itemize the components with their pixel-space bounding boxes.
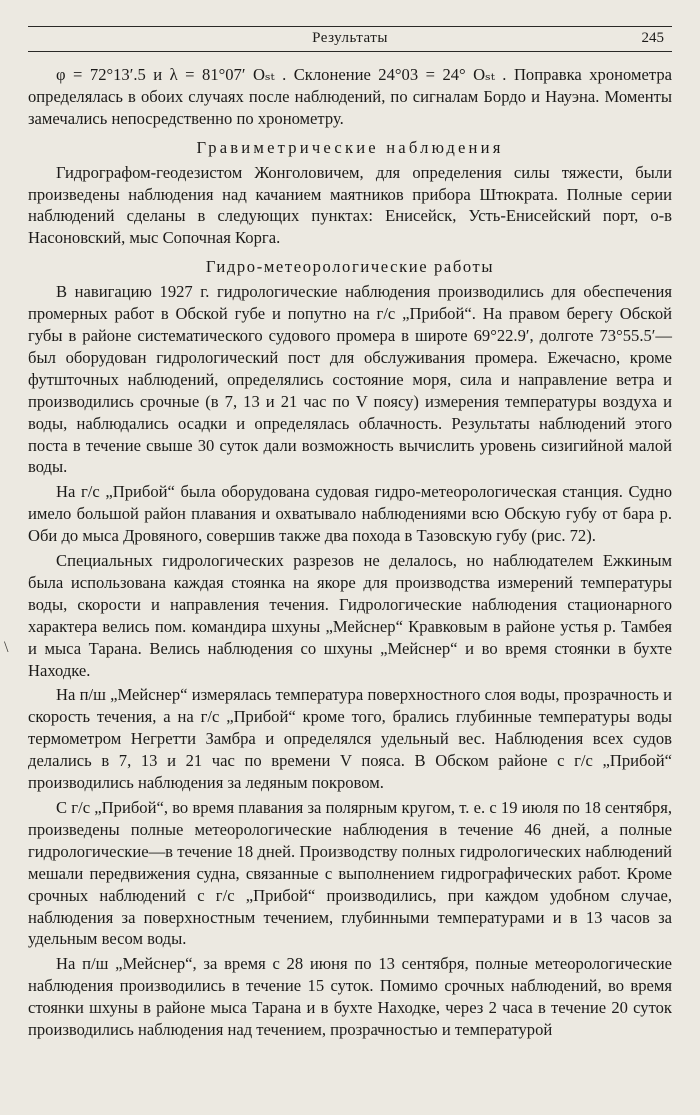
- book-page: [28, 0, 672, 1115]
- section-heading-hydrometeorological: Гидро-метеорологические работы: [205, 257, 495, 277]
- paragraph-special-sections: Специальных гидрологических разрезов не делалось, но наблюдателем Ежкиным была использована каждая стоянка на якоре для производства измерений температуры воды, скорости и направления течения. Гидрологические наблюдения стационарного характера велись пом. командира шхуны „Мейснер“ Кравковым в районе устья р. Тамбея и мыса Тарана. Велись наблюдения со шхуны „Мейснер“ и во время стоянки в бухте Находке.: [28, 551, 672, 680]
- paragraph-coordinates: φ = 72°13′.5 и λ = 81°07′ Oₛₜ . Склонение 24°03 = 24° Oₛₜ . Поправка хронометра определялась в обоих случаях после наблюдений, по сигналам Бордо и Науэна. Моменты замечались непосредственно по хронометру.: [28, 65, 672, 128]
- header-bottom-rule: [28, 51, 672, 52]
- paragraph-gravimetric: Гидрографом-геодезистом Жонголовичем, для определения силы тяжести, были произведены наблюдения над качанием маятников прибора Штюкрата. Полные серии наблюдений сделаны в следующих пунктах: Енисейск, Усть-Енисейский порт, о-в Насоновский, мыс Сопочная Корга.: [28, 162, 672, 248]
- page-body: [28, 64, 672, 1041]
- paragraph-polar-circle: С г/с „Прибой“, во время плавания за полярным кругом, т. е. с 19 июля по 18 сентября, произведены полные метеорологические наблюдения в течение 46 дней, а полные гидрологические—в течение 18 дней. Производству полных гидрологических наблюдений мешали передвижения судна, связанные с выполнением гидрографических работ. Кроме срочных наблюдений с г/с „Прибой“ производились, при каждом удобном случае, наблюдения за поверхностным течением, глубинными температурами и в 13 часов за удельным весом воды.: [28, 798, 672, 949]
- paragraph-priboy-station: На г/с „Прибой“ была оборудована судовая гидро-метеорологическая станция. Судно имело большой район плавания и охватывало наблюдениями всю Обскую губу от бара р. Оби до мыса Дровяного, совершив также два похода в Тазовскую губу (рис. 72).: [28, 482, 672, 546]
- section-heading-gravimetric: Гравиметрические наблюдения: [196, 137, 504, 157]
- margin-mark: \: [4, 639, 9, 656]
- running-title: Результаты: [312, 30, 388, 46]
- paragraph-meisner-measurements: На п/ш „Мейснер“ измерялась температура поверхностного слоя воды, прозрачность и скорость течения, а на г/с „Прибой“ кроме того, брались глубинные температуры воды термометром Негретти Замбра и определялся удельный вес. Наблюдения всех судов делались в 7, 13 и 21 час по времени V пояса. В Обском районе с г/с „Прибой“ производились наблюдения за ледяным покровом.: [28, 685, 672, 793]
- running-header: [28, 30, 672, 52]
- paragraph-meisner-period: На п/ш „Мейснер“, за время с 28 июня по 13 сентября, полные метеорологические наблюдения производились в течение 15 суток. Помимо срочных наблюдений, во время стоянки шхуны в районе мыса Тарана и в бухте Находке, через 2 часа в течение 20 суток производились наблюдения над течением, прозрачностью и температурой: [28, 954, 672, 1040]
- page-number: 245: [641, 30, 664, 46]
- paragraph-navigation-1927: В навигацию 1927 г. гидрологические наблюдения производились для обеспечения промерных работ в Обской губе и попутно на г/с „Прибой“. На правом берегу Обской губы в районе систематического судового промера в широте 69°22.9′, долготе 73°55.5′—был оборудован гидрологический пост для обслуживания промера. Ежечасно, кроме футштoчных наблюдений, определялись состояние моря, сила и направление ветра и производились срочные (в 7, 13 и 21 час по V поясу) измерения температуры воздуха и воды, наблюдались осадки и определялась облачность. Результаты наблюдений этого поста в течение свыше 30 суток дали возможность вычислить уровень сизигийной малой воды.: [28, 282, 672, 477]
- header-top-rule: [28, 26, 672, 27]
